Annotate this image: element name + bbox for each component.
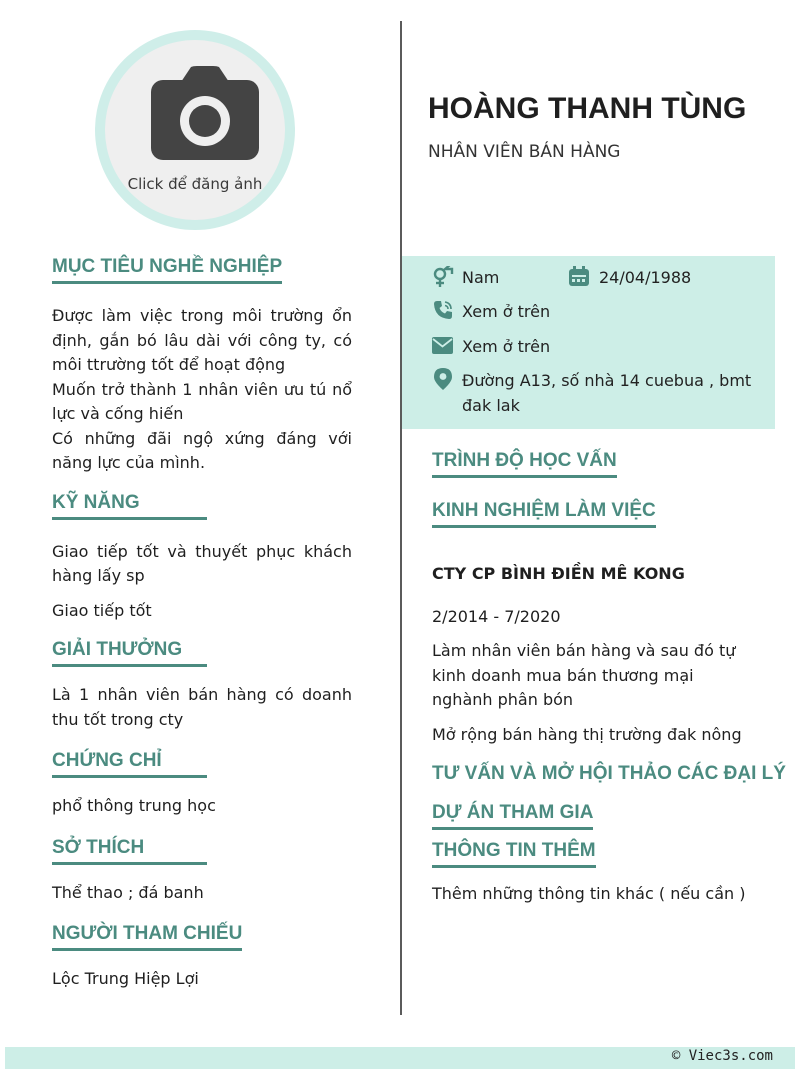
awards-text (52, 683, 352, 732)
email-value: Xem ở trên (462, 337, 551, 356)
avatar-upload[interactable] (95, 30, 295, 230)
certificates-title: CHỨNG CHỈ (52, 750, 207, 778)
hobbies-text (52, 881, 352, 906)
projects-title: DỰ ÁN THAM GIA (432, 802, 593, 830)
job-title: NHÂN VIÊN BÁN HÀNG (428, 142, 621, 162)
work-period: 2/2014 - 7/2020 (432, 607, 561, 626)
certificates-line: phổ thông trung học (52, 796, 216, 815)
location-pin-icon (434, 368, 452, 390)
calendar-icon (569, 266, 589, 286)
right-column (432, 450, 786, 907)
objective-title: MỤC TIÊU NGHỀ NGHIỆP (52, 256, 282, 284)
awards-title: GIẢI THƯỞNG (52, 639, 207, 667)
left-column (52, 256, 352, 992)
objective-line: Có những đãi ngộ xứng đáng với năng lực của mình. (52, 428, 352, 472)
address-value: Đường A13, số nhà 14 cuebua , bmt đak lak (462, 371, 752, 415)
objective-line: Được làm việc trong môi trường ổn định, gắn bó lâu dài với công ty, có môi ttrường tốt để hoạt động (52, 306, 352, 374)
more-info-text: Thêm những thông tin khác ( nếu cần ) (432, 884, 746, 903)
column-divider (400, 21, 402, 1015)
work-detail-line: Mở rộng bán hàng thị trường đak nông (432, 724, 742, 744)
consulting-title: TƯ VẤN VÀ MỞ HỘI THẢO CÁC ĐẠI LÝ (432, 763, 786, 784)
objective-text (52, 304, 352, 476)
gender-icon (432, 266, 454, 288)
phone-icon (433, 300, 453, 320)
experience-title: KINH NGHIỆM LÀM VIỆC (432, 500, 656, 528)
objective-line: Muốn trở thành 1 nhân viên ưu tú nổ lực và cống hiến (52, 379, 352, 423)
skill-item: Giao tiếp tốt (52, 600, 152, 620)
awards-line: Là 1 nhân viên bán hàng có doanh thu tốt trong cty (52, 685, 352, 729)
camera-icon (151, 66, 259, 162)
photo-caption: Click để đăng ảnh (127, 175, 263, 193)
avatar-placeholder[interactable] (105, 40, 285, 220)
skills-list (52, 540, 352, 624)
skills-title: KỸ NĂNG (52, 492, 207, 520)
hobbies-line: Thể thao ; đá banh (52, 882, 204, 902)
references-text (52, 967, 352, 992)
company-name: CTY CP BÌNH ĐIỀN MÊ KONG (432, 564, 685, 583)
full-name: HOÀNG THANH TÙNG (428, 92, 747, 125)
work-description (432, 639, 757, 747)
footer-credit: © Viec3s.com (671, 1048, 773, 1064)
certificates-text (52, 794, 352, 819)
references-line: Lộc Trung Hiệp Lợi (52, 969, 199, 988)
more-info-title: THÔNG TIN THÊM (432, 840, 596, 868)
education-title: TRÌNH ĐỘ HỌC VẤN (432, 450, 617, 478)
footer-bar (5, 1047, 795, 1069)
birthday-value: 24/04/1988 (599, 268, 692, 287)
gender-value: Nam (462, 268, 500, 287)
hobbies-title: SỞ THÍCH (52, 837, 207, 865)
contact-panel (402, 256, 775, 429)
phone-value: Xem ở trên (462, 302, 551, 321)
references-title: NGƯỜI THAM CHIẾU (52, 923, 242, 951)
work-description-line: Làm nhân viên bán hàng và sau đó tự kinh doanh mua bán thương mại nghành phân bón (432, 641, 736, 709)
skill-item: Giao tiếp tốt và thuyết phục khách hàng lấy sp (52, 541, 352, 585)
email-icon (432, 337, 453, 354)
